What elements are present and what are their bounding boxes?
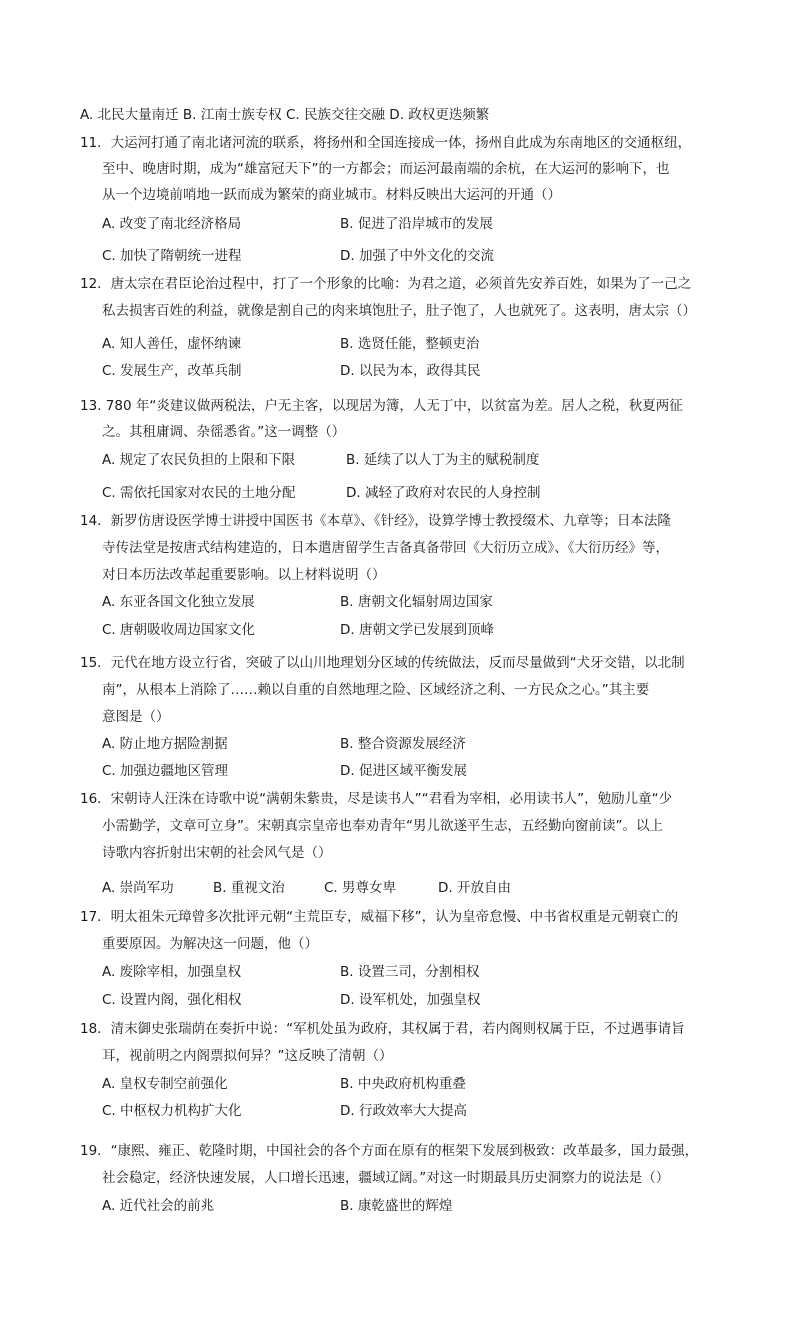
option-b: B. 延续了以人丁为主的赋税制度 (346, 452, 540, 468)
option-d: D. 减轻了政府对农民的人身控制 (346, 485, 541, 501)
question-text: 私去损害百姓的利益，就像是割自己的肉来填饱肚子，肚子饱了，人也就死了。这表明，唐太宗（） (102, 303, 696, 319)
question-text: 14．新罗仿唐设医学博士讲授中国医书《本草》、《针经》，设算学博士教授缀术、九章等；日本法隆 (80, 513, 671, 529)
question-text: 寺传法堂是按唐式结构建造的，日本遣唐留学生吉备真备带回《大衍历立成》、《大衍历经》等， (102, 540, 669, 556)
option-a: A. 改变了南北经济格局 (102, 216, 242, 232)
option-d: D. 唐朝文学已发展到顶峰 (340, 622, 494, 638)
question-text: 从一个边境前哨地一跃而成为繁荣的商业城市。材料反映出大运河的开通（） (102, 187, 561, 203)
question-text: 15．元代在地方设立行省，突破了以山川地理划分区域的传统做法，反而尽量做到“犬牙交错，以北制 (80, 655, 685, 671)
option-d: D. 设军机处，加强皇权 (340, 992, 481, 1008)
option-c: C. 需依托国家对农民的土地分配 (102, 485, 296, 501)
option-c: C. 男尊女卑 (324, 880, 397, 896)
question-text: 社会稳定，经济快速发展，人口增长迅速，疆域辽阔。”对这一时期最具历史洞察力的说法是（） (102, 1170, 670, 1186)
question-text: 意图是（） (102, 709, 170, 725)
option-c: C. 设置内阁，强化相权 (102, 992, 242, 1008)
option-c: C. 加快了隋朝统一进程 (102, 248, 242, 264)
option-d: D. 促进区域平衡发展 (340, 763, 467, 779)
question-text: 18．清末御史张瑞荫在奏折中说：“军机处虽为政府，其权属于君，若内阁则权属于臣，不过遇事请旨 (80, 1021, 685, 1037)
question-text: 重要原因。为解决这一问题，他（） (102, 936, 318, 952)
question-text: 12．唐太宗在君臣论治过程中，打了一个形象的比喻：为君之道，必须首先安养百姓，如果为了一己之 (80, 276, 692, 292)
question-text: 19．“康熙、雍正、乾隆时期，中国社会的各个方面在原有的框架下发展到极致：改革最多，国力最强， (80, 1143, 699, 1159)
option-b: B. 整合资源发展经济 (340, 736, 466, 752)
question-text: 对日本历法改革起重要影响。以上材料说明（） (102, 567, 386, 583)
question-text: 11．大运河打通了南北诸河流的联系，将扬州和全国连接成一体，扬州自此成为东南地区的交通枢纽， (80, 135, 692, 151)
option-d: D. 开放自由 (438, 880, 511, 896)
option-b: B. 唐朝文化辐射周边国家 (340, 594, 493, 610)
question-text: 至中、晚唐时期，成为“雄富冠天下”的一方都会；而运河最南端的余杭，在大运河的影响下，也 (102, 161, 670, 177)
option-a: A. 崇尚军功 (102, 880, 174, 896)
question-text: 13. 780 年“炎建议做两税法，户无主客，以现居为簿，人无丁中，以贫富为差。居人之税，秋夏两征 (80, 398, 683, 414)
q10-options: A. 北民大量南迁 B. 江南士族专权 C. 民族交往交融 D. 政权更迭频繁 (80, 107, 490, 123)
option-d: D. 加强了中外文化的交流 (340, 248, 494, 264)
question-text: 17．明太祖朱元璋曾多次批评元朝“主荒臣专，威福下移”，认为皇帝怠慢、中书省权重是元朝衰亡的 (80, 909, 679, 925)
question-text: 小需勤学，文章可立身”。宋朝真宗皇帝也奉劝青年“男儿欲遂平生志，五经勤向窗前读”。以上 (102, 818, 663, 834)
option-a: A. 防止地方据险割据 (102, 736, 228, 752)
option-b: B. 设置三司，分割相权 (340, 964, 480, 980)
option-b: B. 选贤任能，整顿吏治 (340, 336, 480, 352)
question-text: 南”，从根本上消除了……赖以自重的自然地理之险、区域经济之利、一方民众之心。”其主要 (102, 682, 650, 698)
option-a: A. 东亚各国文化独立发展 (102, 594, 255, 610)
question-text: 诗歌内容折射出宋朝的社会风气是（） (102, 845, 332, 861)
question-text: 16．宋朝诗人汪洙在诗歌中说“满朝朱紫贵，尽是读书人”“君看为宰相，必用读书人”，勉励儿童“少 (80, 791, 673, 807)
option-a: A. 知人善任，虚怀纳谏 (102, 336, 242, 352)
option-a: A. 废除宰相，加强皇权 (102, 964, 242, 980)
option-b: B. 促进了沿岸城市的发展 (340, 216, 493, 232)
option-a: A. 近代社会的前兆 (102, 1198, 215, 1214)
option-b: B. 中央政府机构重叠 (340, 1076, 466, 1092)
option-c: C. 中枢权力机构扩大化 (102, 1103, 242, 1119)
question-text: 耳，视前明之内阁票拟何异？”这反映了清朝（） (102, 1048, 393, 1064)
option-a: A. 皇权专制空前强化 (102, 1076, 228, 1092)
option-a: A. 规定了农民负担的上限和下限 (102, 452, 296, 468)
question-text: 之。其租庸调、杂徭悉省。”这一调整（） (102, 424, 346, 440)
option-c: C. 发展生产，改革兵制 (102, 363, 242, 379)
option-c: C. 加强边疆地区管理 (102, 763, 229, 779)
option-b: B. 康乾盛世的辉煌 (340, 1198, 453, 1214)
option-d: D. 以民为本，政得其民 (340, 363, 481, 379)
option-d: D. 行政效率大大提高 (340, 1103, 467, 1119)
option-c: C. 唐朝吸收周边国家文化 (102, 622, 256, 638)
option-b: B. 重视文治 (213, 880, 285, 896)
